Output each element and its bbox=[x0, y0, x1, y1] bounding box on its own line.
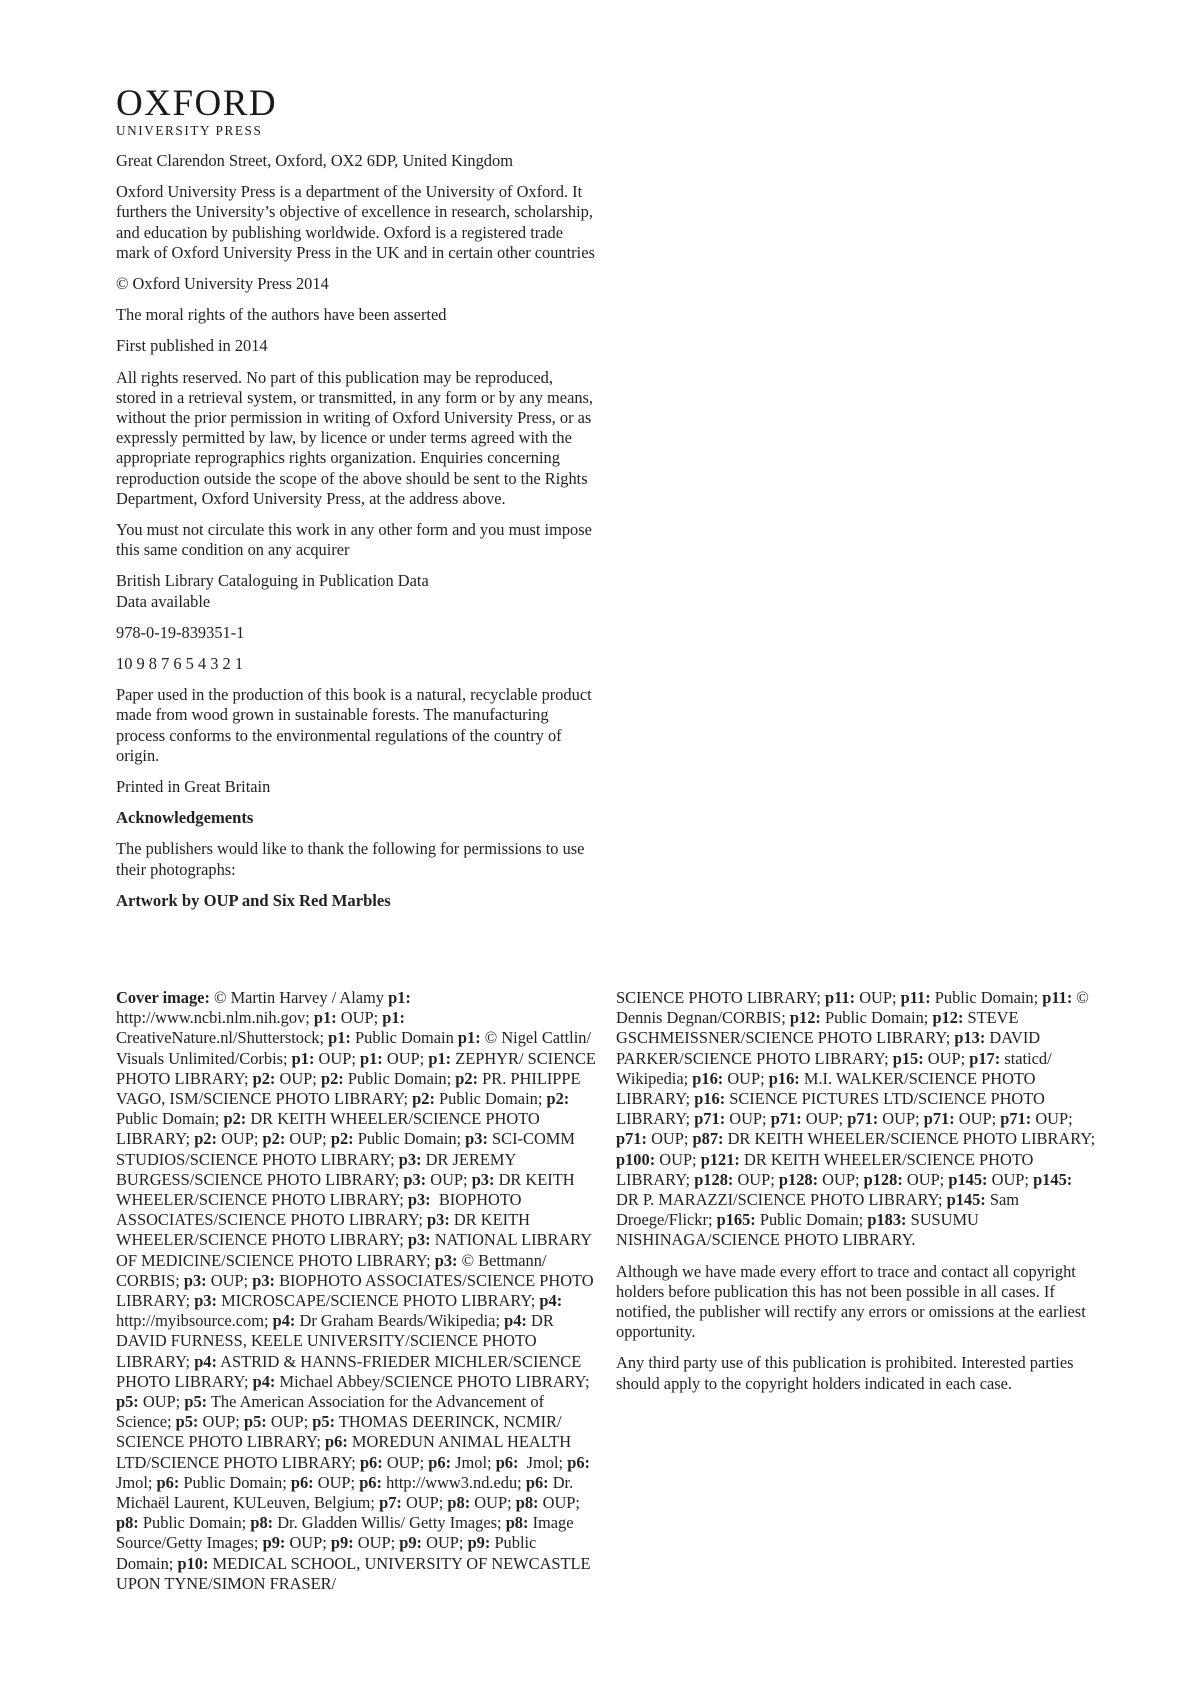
credit-page-ref: p100: bbox=[616, 1149, 656, 1169]
credit-page-ref: p1: bbox=[328, 1028, 351, 1048]
credit-page-ref: p9: bbox=[399, 1533, 423, 1553]
credit-source: OUP; bbox=[646, 1129, 693, 1149]
credit-source: OUP; bbox=[401, 1493, 448, 1513]
publisher-address: Great Clarendon Street, Oxford, OX2 6DP, United Kingdom bbox=[116, 151, 513, 170]
credit-source: © Nigel Cattlin/ Visuals Unlimited/Corbis; bbox=[116, 1028, 595, 1068]
credit-source: OUP; bbox=[275, 1068, 321, 1088]
credit-page-ref: p71: bbox=[923, 1109, 955, 1129]
credit-source: Public Domain; bbox=[353, 1129, 466, 1149]
credit-source: DAVID PARKER/SCIENCE PHOTO LIBRARY; bbox=[616, 1028, 1045, 1068]
credit-page-ref: p12: bbox=[789, 1008, 821, 1028]
credit-source: DR KEITH WHEELER/SCIENCE PHOTO LIBRARY; bbox=[723, 1129, 1100, 1149]
credit-source: OUP; bbox=[422, 1533, 468, 1553]
credit-page-ref: p6: bbox=[359, 1472, 382, 1492]
credit-source: DR KEITH WHEELER/SCIENCE PHOTO LIBRARY; bbox=[116, 1169, 579, 1210]
credit-page-ref: p2: bbox=[455, 1068, 479, 1088]
credit-page-ref: p165: bbox=[716, 1210, 756, 1230]
credit-source: OUP; bbox=[198, 1412, 244, 1432]
credit-source: OUP; bbox=[382, 1048, 429, 1068]
credit-page-ref: p71: bbox=[1000, 1109, 1032, 1129]
credit-source: Public Domain; bbox=[930, 988, 1043, 1007]
credit-source: Public Domain bbox=[350, 1028, 458, 1048]
copyright-notice: © Oxford University Press 2014 bbox=[116, 274, 329, 294]
credit-source: OUP; bbox=[382, 1452, 429, 1472]
credit-source: Jmol; bbox=[451, 1452, 496, 1472]
credit-source: OUP; bbox=[470, 1493, 516, 1513]
credit-source: Dr. Gladden Willis/ Getty Images; bbox=[273, 1513, 506, 1533]
credit-page-ref: p6: bbox=[359, 1452, 383, 1472]
credit-source: STEVE GSCHMEISSNER/SCIENCE PHOTO LIBRARY; bbox=[616, 1008, 1023, 1048]
credit-source: OUP; bbox=[801, 1109, 848, 1129]
credit-source: Public Domain; bbox=[434, 1089, 547, 1109]
rights-reserved: All rights reserved. No part of this publication may be reproduced, stored in a retrieval system, or transmitted, in any form or by any means, without the prior permission in writing of Oxford University Press, or as expressly permitted by law, by licence or under terms agreed with the appropriate reprographics rights organization. Enquiries concerning reproduction outside the scope of the above should be sent to the Rights Department, Oxford University Press, at the address above. bbox=[116, 367, 594, 508]
credit-page-ref: p1: bbox=[291, 1048, 315, 1068]
credit-source: OUP; bbox=[733, 1169, 779, 1189]
credit-source: OUP; bbox=[725, 1109, 771, 1129]
credit-page-ref: p8: bbox=[515, 1493, 539, 1513]
credit-page-ref: p4: bbox=[252, 1371, 276, 1391]
credit-page-ref: p3: bbox=[465, 1129, 488, 1149]
credit-page-ref: p7: bbox=[379, 1493, 402, 1513]
credit-page-ref: p4: bbox=[272, 1311, 296, 1331]
oxford-logo bbox=[116, 83, 278, 139]
credit-page-ref: p4: bbox=[539, 1291, 563, 1311]
credit-page-ref: p2: bbox=[223, 1109, 247, 1129]
credit-source: OUP; bbox=[266, 1412, 313, 1432]
credit-page-ref: Cover image: bbox=[116, 988, 210, 1007]
credit-source: OUP; bbox=[855, 988, 901, 1007]
credit-page-ref: p9: bbox=[467, 1533, 491, 1553]
credit-source: Public Domain; bbox=[138, 1513, 251, 1533]
credit-source: DR KEITH WHEELER/SCIENCE PHOTO LIBRARY; bbox=[116, 1109, 544, 1149]
acknowledgements-heading: Acknowledgements bbox=[116, 808, 254, 828]
credit-page-ref: p1: bbox=[360, 1048, 383, 1068]
credit-source: DR KEITH WHEELER/SCIENCE PHOTO LIBRARY; bbox=[616, 1149, 1038, 1189]
credit-source: OUP; bbox=[723, 1068, 769, 1088]
credit-page-ref: p10: bbox=[177, 1553, 209, 1573]
credit-page-ref: p11: bbox=[825, 988, 856, 1007]
credit-page-ref: p2: bbox=[330, 1129, 354, 1149]
credit-page-ref: p6: bbox=[495, 1452, 519, 1472]
credit-source: http://myibsource.com; bbox=[116, 1291, 567, 1331]
credit-source: OUP; bbox=[216, 1129, 263, 1149]
artwork-credit: Artwork by OUP and Six Red Marbles bbox=[116, 890, 391, 910]
credit-page-ref: p1: bbox=[388, 988, 411, 1007]
logo-subtitle: UNIVERSITY PRESS bbox=[116, 123, 263, 138]
credit-source: Public Domain; bbox=[820, 1008, 933, 1028]
credit-source: OUP; bbox=[878, 1109, 924, 1129]
credit-source: © Dennis Degnan/CORBIS; bbox=[616, 988, 1093, 1028]
credit-page-ref: p3: bbox=[252, 1270, 275, 1290]
acknowledgements-text: The publishers would like to thank the following for permissions to use their photographs: bbox=[116, 839, 585, 879]
credit-page-ref: p183: bbox=[867, 1210, 907, 1230]
credit-source: Michael Abbey/SCIENCE PHOTO LIBRARY; bbox=[275, 1371, 594, 1391]
credit-source: DR P. MARAZZI/SCIENCE PHOTO LIBRARY; bbox=[616, 1169, 1077, 1210]
logo-name: OXFORD bbox=[116, 83, 278, 124]
credit-page-ref: p3: bbox=[407, 1230, 431, 1250]
credit-page-ref: p1: bbox=[313, 1008, 337, 1028]
credit-page-ref: p2: bbox=[262, 1129, 286, 1149]
credit-page-ref: p4: bbox=[504, 1311, 527, 1331]
printed-in: Printed in Great Britain bbox=[116, 777, 271, 797]
credit-page-ref: p6: bbox=[525, 1472, 549, 1492]
right-column bbox=[616, 988, 1100, 1405]
credit-source: SUSUMU NISHINAGA/SCIENCE PHOTO LIBRARY. bbox=[616, 1210, 984, 1250]
credit-page-ref: p11: bbox=[900, 988, 931, 1007]
credit-page-ref: p71: bbox=[847, 1109, 879, 1129]
cataloguing-line-1: British Library Cataloguing in Publication Data bbox=[116, 571, 429, 591]
credit-source: DR DAVID FURNESS, KEELE UNIVERSITY/SCIENCE PHOTO LIBRARY; bbox=[116, 1311, 558, 1371]
credit-source: OUP; bbox=[285, 1533, 331, 1553]
circulation-notice: You must not circulate this work in any other form and you must impose this same condition on any acquirer bbox=[116, 520, 592, 560]
credit-source: Jmol; bbox=[116, 1452, 595, 1492]
credit-page-ref: p12: bbox=[932, 1008, 964, 1028]
credit-page-ref: p17: bbox=[969, 1048, 1001, 1068]
credit-source: http://www3.nd.edu; bbox=[381, 1472, 526, 1492]
credit-page-ref: p145: bbox=[1033, 1169, 1073, 1189]
credit-source: Jmol; bbox=[518, 1452, 568, 1472]
credit-page-ref: p1: bbox=[428, 1048, 452, 1068]
credit-source: SCIENCE PICTURES LTD/SCIENCE PHOTO LIBRARY; bbox=[616, 1089, 1049, 1129]
credit-page-ref: p87: bbox=[692, 1129, 724, 1149]
credit-source: MICROSCAPE/SCIENCE PHOTO LIBRARY; bbox=[216, 1291, 540, 1311]
credit-page-ref: p2: bbox=[546, 1089, 570, 1109]
credit-page-ref: p1: bbox=[382, 1008, 406, 1028]
credit-source: Sam Droege/Flickr; bbox=[616, 1190, 1024, 1230]
credit-page-ref: p4: bbox=[194, 1351, 217, 1371]
cataloguing-data bbox=[116, 571, 596, 611]
credit-page-ref: p6: bbox=[428, 1452, 452, 1472]
credit-page-ref: p9: bbox=[330, 1533, 354, 1553]
credit-source: OUP; bbox=[923, 1048, 970, 1068]
credit-page-ref: p8: bbox=[250, 1513, 274, 1533]
credit-page-ref: p2: bbox=[320, 1068, 344, 1088]
credit-page-ref: p71: bbox=[616, 1129, 647, 1149]
credit-page-ref: p8: bbox=[116, 1513, 139, 1533]
credit-page-ref: p15: bbox=[892, 1048, 924, 1068]
credits-paragraph-right bbox=[616, 988, 1100, 1251]
credit-source: MOREDUN ANIMAL HEALTH LTD/SCIENCE PHOTO LIBRARY; bbox=[116, 1432, 576, 1472]
credit-source: Image Source/Getty Images; bbox=[116, 1513, 578, 1553]
credit-source: Public Domain; bbox=[179, 1472, 291, 1492]
credit-source: M.I. WALKER/SCIENCE PHOTO LIBRARY; bbox=[616, 1068, 1040, 1109]
credit-page-ref: p16: bbox=[768, 1068, 800, 1088]
credit-source: OUP; bbox=[426, 1169, 472, 1189]
credit-page-ref: p16: bbox=[692, 1068, 724, 1088]
credit-source: The American Association for the Advancement of Science; bbox=[116, 1392, 549, 1432]
credit-source: ZEPHYR/ SCIENCE PHOTO LIBRARY; bbox=[116, 1048, 601, 1088]
credit-page-ref: p16: bbox=[694, 1089, 726, 1109]
credit-page-ref: p3: bbox=[407, 1190, 431, 1210]
credit-source: CreativeNature.nl/Shutterstock; bbox=[116, 1008, 410, 1048]
credit-source: OUP; bbox=[818, 1169, 864, 1189]
cataloguing-line-2: Data available bbox=[116, 591, 211, 611]
credit-page-ref: p145: bbox=[948, 1169, 988, 1189]
credit-source: OUP; bbox=[902, 1169, 949, 1189]
paper-notice: Paper used in the production of this book is a natural, recyclable product made from wood grown in sustainable forests. The manufacturing process conforms to the environmental regulations of the country of origin. bbox=[116, 685, 592, 765]
credit-source: © Bettmann/ CORBIS; bbox=[116, 1250, 551, 1290]
credit-page-ref: p5: bbox=[312, 1412, 336, 1432]
credit-source: OUP; bbox=[336, 1008, 383, 1028]
credit-source: OUP; bbox=[954, 1109, 1001, 1129]
credit-source: BIOPHOTO ASSOCIATES/SCIENCE PHOTO LIBRARY; bbox=[116, 1270, 598, 1311]
isbn: 978-0-19-839351-1 bbox=[116, 622, 245, 642]
credit-page-ref: p3: bbox=[434, 1250, 458, 1270]
credit-page-ref: p6: bbox=[567, 1452, 590, 1472]
credit-source: OUP; bbox=[538, 1493, 585, 1513]
moral-rights: The moral rights of the authors have been asserted bbox=[116, 305, 447, 325]
credit-source: NATIONAL LIBRARY OF MEDICINE/SCIENCE PHOTO LIBRARY; bbox=[116, 1230, 596, 1270]
credit-page-ref: p2: bbox=[252, 1068, 276, 1088]
credit-page-ref: p2: bbox=[412, 1089, 435, 1109]
credit-source: OUP; bbox=[987, 1169, 1034, 1189]
credit-source: OUP; bbox=[655, 1149, 701, 1169]
credit-page-ref: p6: bbox=[325, 1432, 348, 1452]
credit-source: OUP; bbox=[285, 1129, 331, 1149]
credit-page-ref: p3: bbox=[471, 1169, 495, 1189]
credit-page-ref: p6: bbox=[156, 1472, 180, 1492]
credit-page-ref: p71: bbox=[694, 1109, 726, 1129]
credit-source: Public Domain; bbox=[116, 1089, 574, 1129]
credit-source: OUP; bbox=[1031, 1109, 1077, 1129]
credit-page-ref: p3: bbox=[398, 1149, 422, 1169]
first-published: First published in 2014 bbox=[116, 336, 268, 356]
credit-page-ref: p128: bbox=[778, 1169, 819, 1189]
credit-source: THOMAS DEERINCK, NCMIR/ SCIENCE PHOTO LIBRARY; bbox=[116, 1412, 566, 1452]
credit-page-ref: p128: bbox=[863, 1169, 903, 1189]
left-column bbox=[116, 151, 596, 922]
credits-paragraph-left bbox=[116, 988, 601, 1594]
credit-page-ref: p5: bbox=[175, 1412, 199, 1432]
credit-page-ref: p2: bbox=[194, 1129, 217, 1149]
credit-source: OUP; bbox=[313, 1472, 360, 1492]
credit-source: Public Domain; bbox=[755, 1210, 868, 1230]
credit-page-ref: p8: bbox=[447, 1493, 471, 1513]
credit-source: DR KEITH WHEELER/SCIENCE PHOTO LIBRARY; bbox=[116, 1210, 534, 1250]
credit-page-ref: p8: bbox=[505, 1513, 529, 1533]
credit-source: Dr Graham Beards/Wikipedia; bbox=[295, 1311, 505, 1331]
effort-notice: Although we have made every effort to trace and contact all copyright holders before publication this has not been possible in all cases. If notified, the publisher will rectify any errors or omissions at the earliest opportunity. bbox=[616, 1261, 1086, 1342]
credit-page-ref: p5: bbox=[184, 1392, 208, 1412]
printing-line: 10 9 8 7 6 5 4 3 2 1 bbox=[116, 654, 244, 674]
credit-page-ref: p3: bbox=[183, 1270, 207, 1290]
credit-source: Dr. Michaël Laurent, KULeuven, Belgium; bbox=[116, 1472, 578, 1513]
credit-page-ref: p128: bbox=[694, 1169, 734, 1189]
credit-source: Public Domain; bbox=[343, 1068, 456, 1088]
credit-page-ref: p3: bbox=[194, 1291, 217, 1311]
credit-source: staticd/ Wikipedia; bbox=[616, 1048, 1056, 1088]
credit-source: OUP; bbox=[206, 1270, 253, 1290]
credit-source: DR JEREMY BURGESS/SCIENCE PHOTO LIBRARY; bbox=[116, 1149, 520, 1189]
credit-source: © Martin Harvey / Alamy bbox=[209, 988, 389, 1007]
credit-source: SCI-COMM STUDIOS/SCIENCE PHOTO LIBRARY; bbox=[116, 1129, 580, 1169]
credit-page-ref: p13: bbox=[954, 1028, 986, 1048]
credit-page-ref: p3: bbox=[403, 1169, 427, 1189]
credit-page-ref: p6: bbox=[290, 1472, 314, 1492]
credit-page-ref: p145: bbox=[946, 1190, 986, 1210]
credit-page-ref: p9: bbox=[262, 1533, 286, 1553]
credit-source: http://www.ncbi.nlm.nih.gov; bbox=[116, 988, 415, 1028]
credit-page-ref: p1: bbox=[457, 1028, 481, 1048]
credit-source: BIOPHOTO ASSOCIATES/SCIENCE PHOTO LIBRARY; bbox=[116, 1190, 525, 1230]
credit-page-ref: p5: bbox=[116, 1392, 139, 1412]
credit-page-ref: p71: bbox=[770, 1109, 802, 1129]
credit-source: OUP; bbox=[138, 1392, 185, 1412]
credit-page-ref: p5: bbox=[243, 1412, 267, 1432]
credit-source: Public Domain; bbox=[116, 1533, 541, 1573]
credit-source: OUP; bbox=[314, 1048, 360, 1068]
credit-page-ref: p3: bbox=[427, 1210, 450, 1230]
credit-source: ASTRID & HANNS-FRIEDER MICHLER/SCIENCE PHOTO LIBRARY; bbox=[116, 1351, 586, 1391]
publisher-about: Oxford University Press is a department of the University of Oxford. It furthers the University’s objective of excellence in research, scholarship, and education by publishing worldwide. Oxford is a registered trade mark of Oxford University Press in the UK and in certain other countries bbox=[116, 182, 595, 262]
photo-credits-left bbox=[116, 988, 601, 1605]
credit-page-ref: p121: bbox=[700, 1149, 740, 1169]
credit-source: OUP; bbox=[353, 1533, 400, 1553]
credit-page-ref: p11: bbox=[1042, 988, 1073, 1007]
credit-source: MEDICAL SCHOOL, UNIVERSITY OF NEWCASTLE UPON TYNE/SIMON FRASER/ bbox=[116, 1553, 595, 1593]
third-party-notice: Any third party use of this publication is prohibited. Interested parties should apply to the copyright holders indicated in each case. bbox=[616, 1353, 1074, 1393]
credit-source: SCIENCE PHOTO LIBRARY; bbox=[616, 988, 826, 1007]
credit-source: PR. PHILIPPE VAGO, ISM/SCIENCE PHOTO LIBRARY; bbox=[116, 1068, 585, 1109]
